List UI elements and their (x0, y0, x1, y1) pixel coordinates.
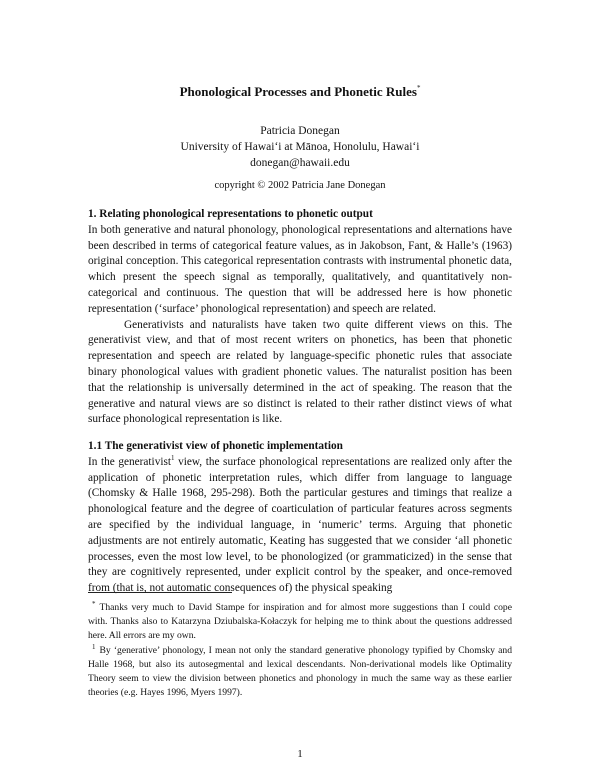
title-text: Phonological Processes and Phonetic Rules (179, 84, 417, 99)
section-1-heading: 1. Relating phonological representations to phonetic output (88, 208, 373, 220)
author-affiliation: University of Hawai‘i at Mānoa, Honolulu, Hawai‘i (180, 141, 420, 153)
section-1-1-heading: 1.1 The generativist view of phonetic implementation (88, 440, 343, 452)
footnote-mark: 1 (92, 643, 96, 651)
footnote-1 (88, 644, 512, 700)
footnote-mark: * (92, 600, 96, 608)
footnote-text: By ‘generative’ phonology, I mean not only the standard generative phonology typified by Chomsky and Halle 1968, but also its autosegmental and lexical descendants. Non-derivational models like Optimality Theory seem to view the division between phonetics and phonology in much the same way as these earlier theories (e.g. Hayes 1996, Myers 1997). (88, 645, 512, 698)
author-block (0, 123, 600, 171)
paper-title (0, 84, 600, 100)
section-1-paragraph-1: In both generative and natural phonology, phonological representations and alternations have been described in terms of categorical feature values, as in Jakobson, Fant, & Halle’s (1963) original conception. This categorical representation contrasts with instrumental phonetic data, which present the speech signal as temporally, qualitatively, and quantitatively non-categorical and continuous. The question that will be addressed here is how phonetic representation (‘surface’ phonological representation) and speech are related. (88, 223, 512, 315)
author-name: Patricia Donegan (260, 125, 340, 137)
footnote-ref-1: 1 (171, 453, 175, 462)
paragraph-lead: In the generativist (88, 455, 172, 468)
author-email: donegan@hawaii.edu (250, 157, 350, 169)
footnote-star (88, 601, 512, 643)
section-1-paragraph-2: Generativists and naturalists have taken two quite different views on this. The generativist view, and that of most recent writers on phonetics, has been that phonetic representation and speech are related by language-specific phonetic rules that associate binary phonological values with gradient phonetic values. The naturalist position has been that the relationship is universally determined in the act of speaking. The reason that the generative and natural views are so distinct is related to their rather distinct views of what surface phonological representation is like. (88, 318, 512, 426)
paragraph-rest: view, the surface phonological representations are realized only after the application of phonetic interpretation rules, which differ from language to language (Chomsky & Halle 1968, 295-298). Both the particular gestures and timings that realize a phonological feature and the degree of coarticulation of particular features across segments are specified by the individual language, in ‘numeric’ terms. Arguing that phonetic adjustments are not entirely automatic, Keating has suggested that we consider ‘all phonetic processes, even the most low level, to be phonologized (or grammaticized) in the sense that they are cognitively represented, under explicit control by the speaker, and once-removed from (that is, not automatic consequences of) the physical speaking (88, 455, 513, 595)
section-1 (88, 207, 512, 428)
title-footnote-mark: * (416, 84, 421, 92)
section-1-1-paragraph (88, 455, 512, 597)
footnote-divider (88, 592, 232, 593)
page-number: 1 (297, 748, 303, 760)
copyright-notice: copyright © 2002 Patricia Jane Donegan (214, 180, 386, 191)
footnotes (88, 601, 512, 701)
section-1-1 (88, 439, 512, 597)
footnote-text: Thanks very much to David Stampe for inspiration and for almost more suggestions than I could cope with. Thanks also to Katarzyna Dziubalska-Kołaczyk for helping me to think about the questions addressed here. All errors are my own. (88, 602, 512, 641)
